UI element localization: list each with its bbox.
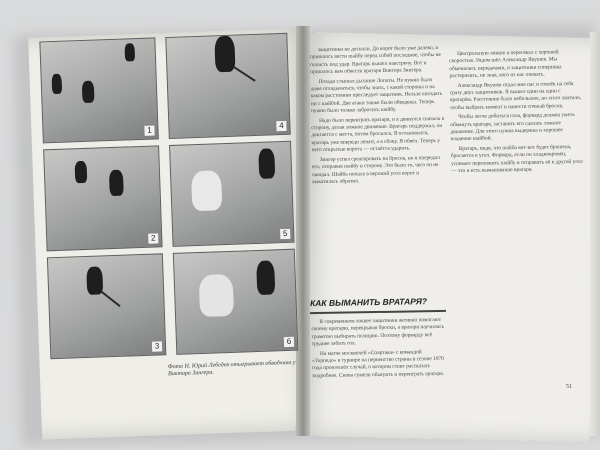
hockey-photo-1 [40,38,157,142]
hockey-photo-6 [174,250,297,354]
paragraph: В современном хоккее защитники активно помогают своему вратарю, перекрывая броски, а вратари научились грамотно выбирать позицию. Поэтому форварду всё труднее забить гол. [311,316,445,348]
photo-number: 1 [144,125,154,135]
player-figure [75,161,88,183]
player-figure [256,260,275,295]
player-figure [124,43,135,61]
text-column-b [449,49,589,387]
ice-surface [48,254,165,358]
goalie-figure [191,170,222,211]
player-figure [82,81,95,103]
photo-number: 2 [148,233,158,243]
goalie-figure [199,274,234,317]
paragraph: На матче москвичей «Спартака» с командой «Торпедо» в турнире на первенство страны в сезоне 1970 года произошёл случай, о котором стоит рассказать подробнее. Снова сумели обыграть и переиграть вратаря. [311,348,445,380]
photo-number: 5 [280,229,290,239]
paragraph: Центральную линию я пересекал с хорошей скоростью. Рядом шёл Александр Якушев. Мы обменялись передачами, и защитники соперника растерялись, не зная, кого из нас опекать. [449,49,562,80]
player-figure [109,170,124,196]
paragraph: Александр Якушев отдал мне пас и отвлёк на себя сразу двух защитников. Я вышел один на один с вратарём. Расстояние было небольшое, но этого хватило, чтобы выбрать момент и нанести точный бросок. [449,80,582,112]
section-heading: КАК ВЫМАНИТЬ ВРАТАРЯ? [309,296,428,309]
text-column-c [311,317,446,399]
photo-grid [38,32,301,371]
paragraph: Вратарь, видя, что шайба вот-вот будет брошена, бросается в угол. Форвард, если он хладнокровен, успевает переложить шайбу и отправить её в другой угол — это и есть выманивание вратаря. [450,143,583,175]
paragraph: Позади слышал дыхание Лопаты. Не нужно было даже оглядываться, чтобы знать, с какой стороны и на каком расстоянии преследует защитник. Нельзя опоздать ни с шайбой. Две атаки также были обведены. Теперь нужно было только забросить шайбу. [310,76,443,115]
photo-number: 4 [276,121,286,131]
text-column-a [310,45,448,295]
ice-surface [174,250,297,354]
photo-caption: Фото Н. Юрий Лебедев отыгрывает обводчика у Виктора Зингера. [167,359,296,378]
hockey-photo-4 [166,34,289,138]
ice-surface [44,146,161,250]
player-figure [258,148,275,179]
page-edge [590,32,600,436]
player-figure [51,74,62,94]
photo-number: 3 [152,341,162,351]
photo-number: 6 [284,337,294,347]
hockey-photo-5 [170,142,293,246]
book-gutter [296,26,310,436]
ice-surface [170,142,293,246]
paragraph: Зингер успел среагировать на бросок, но я опередил его, отправив шайбу в сторону. Это было то, чего он не ожидал. Шайба попала в верхний угол ворот и выкатилась обратно. [311,154,440,186]
hockey-photo-3 [48,254,165,358]
paragraph: Чтобы легче добиться гола, форвард должен уметь обмануть вратаря, заставить его сделать ложное движение. Для этого нужна выдержка и хорошее владение шайбой. [450,112,575,143]
hockey-photo-2 [44,146,161,250]
page-number: 51 [566,384,572,390]
paragraph: Надо было переиграть вратаря, и я двинулся сначала в сторону, делая ложное движение. Вратарь поддержал, он двигается с места, потом бросился. Я остановился, вратарь уже впереди лежит, а я сбоку. Я обвёл. Теперь у него открытые ворота — остаётся ударить. [311,115,445,154]
paragraph: защитники не догнали. До ворот было уже далеко, и пришлось вести шайбу перед собой последние, чтобы не попасть под удар. Вратарь вышел навстречу. Вот и пришлось вам обвести вратаря Виктора Зингера. [309,44,441,76]
